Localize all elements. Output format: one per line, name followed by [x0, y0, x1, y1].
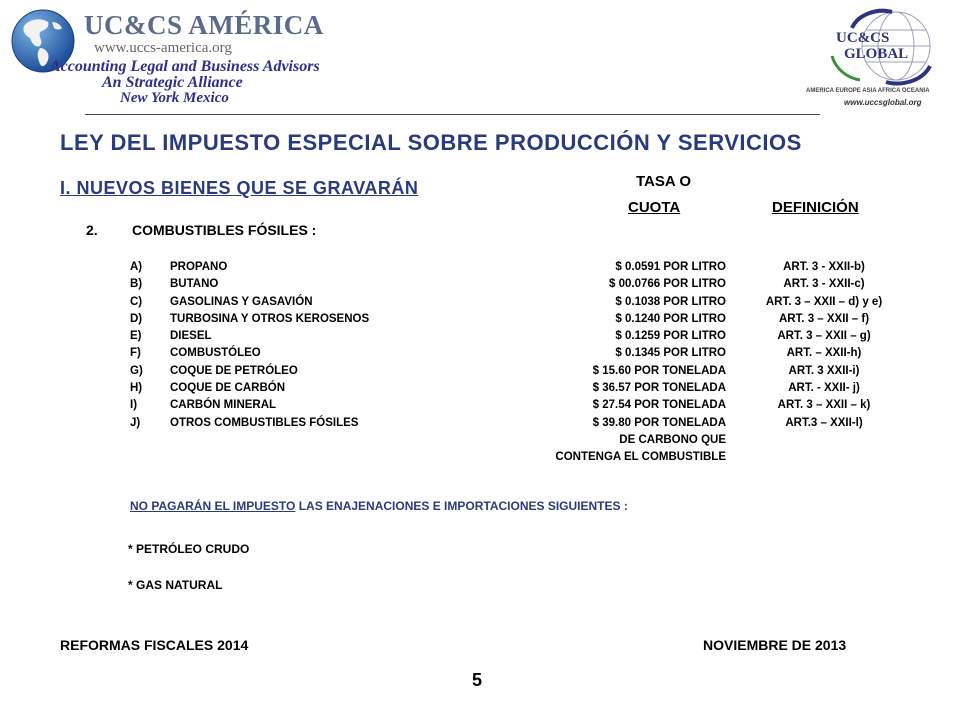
- item-definition: ART. 3 - XXII-c): [783, 278, 865, 291]
- exempt-item-natural-gas: * GAS NATURAL: [128, 578, 223, 592]
- logo-right-brand-1: UC&CS: [836, 30, 890, 46]
- item-rate: $ 0.1038 POR LITRO: [615, 295, 726, 308]
- table-row: [130, 259, 922, 276]
- item-definition: ART. - XXII- j): [788, 382, 860, 395]
- item-name: OTROS COMBUSTIBLES FÓSILES: [170, 416, 359, 429]
- item-name: BUTANO: [170, 278, 219, 291]
- item-name: PROPANO: [170, 261, 228, 273]
- table-row: [130, 380, 922, 397]
- item-rate: $ 27.54 POR TONELADA: [592, 399, 726, 412]
- section-label: COMBUSTIBLES FÓSILES :: [132, 222, 317, 238]
- table-row: [130, 363, 922, 380]
- table-row: [130, 397, 922, 414]
- uccs-global-logo: [800, 8, 960, 108]
- logo-left-tagline-2: An Strategic Alliance: [102, 74, 243, 91]
- table-row: [130, 415, 922, 432]
- footer-left: REFORMAS FISCALES 2014: [60, 637, 249, 653]
- item-definition: ART. 3 - XXII-b): [783, 261, 865, 273]
- table-row: [130, 432, 922, 449]
- item-definition: ART. 3 – XXII – g): [777, 330, 871, 343]
- item-rate: $ 0.1259 POR LITRO: [615, 330, 726, 343]
- item-name: COQUE DE PETRÓLEO: [170, 364, 298, 377]
- item-letter: B): [130, 278, 143, 291]
- header-divider: [85, 114, 820, 115]
- logo-right-url: www.uccsglobal.org: [844, 98, 922, 107]
- item-rate: $ 0.1345 POR LITRO: [615, 347, 726, 360]
- rate-header-line-1: TASA O: [636, 173, 691, 190]
- table-row: [130, 328, 922, 345]
- table-row: [130, 311, 922, 328]
- item-definition: ART.3 – XXII-l): [785, 416, 863, 429]
- section-subtitle: I. NUEVOS BIENES QUE SE GRAVARÁN: [60, 178, 419, 198]
- logo-right-brand-2: GLOBAL: [844, 46, 909, 62]
- logo-right-continents: AMERICA EUROPE ASIA AFRICA OCEANIA: [806, 88, 930, 94]
- rate-header-line-2: CUOTA: [628, 199, 681, 216]
- page-title: LEY DEL IMPUESTO ESPECIAL SOBRE PRODUCCIÓN Y SERVICIOS: [60, 130, 802, 155]
- footer-right: NOVIEMBRE DE 2013: [703, 637, 847, 653]
- logo-left-url: www.uccs-america.org: [94, 40, 232, 56]
- item-rate: $ 0.0591 POR LITRO: [615, 261, 726, 273]
- item-rate: $ 39.80 POR TONELADA: [592, 416, 726, 429]
- table-row: [130, 276, 922, 293]
- item-name: DIESEL: [170, 330, 212, 343]
- rate-note-line-1: DE CARBONO QUE: [619, 433, 726, 446]
- item-definition: ART. 3 – XXII – k): [777, 399, 871, 412]
- item-letter: G): [130, 364, 143, 377]
- table-row: [130, 345, 922, 362]
- item-letter: I): [130, 399, 138, 412]
- page-number: 5: [472, 670, 483, 690]
- item-name: COQUE DE CARBÓN: [170, 382, 286, 395]
- exempt-item-crude-oil: * PETRÓLEO CRUDO: [128, 542, 250, 556]
- item-rate: $ 0.1240 POR LITRO: [615, 312, 726, 325]
- logo-left-name: UC&CS AMÉRICA: [84, 10, 324, 40]
- item-letter: F): [130, 347, 141, 360]
- uccs-america-logo: [10, 8, 324, 108]
- section-number: 2.: [86, 222, 98, 238]
- item-letter: J): [130, 416, 141, 429]
- item-rate: $ 36.57 POR TONELADA: [592, 382, 726, 395]
- item-definition: ART. 3 – XXII – f): [778, 312, 870, 325]
- item-rate: $ 15.60 POR TONELADA: [592, 364, 726, 377]
- item-name: GASOLINAS Y GASAVIÓN: [170, 295, 313, 308]
- item-definition: ART. 3 XXII-i): [788, 364, 860, 377]
- logo-left-tagline-1: Accounting Legal and Business Advisors: [50, 58, 320, 75]
- rate-note-line-2: CONTENGA EL COMBUSTIBLE: [555, 451, 726, 464]
- item-name: COMBUSTÓLEO: [170, 347, 261, 360]
- item-letter: A): [130, 261, 143, 273]
- item-letter: H): [130, 382, 143, 395]
- fuel-table: [130, 259, 922, 467]
- exclusion-underlined: NO PAGARÁN EL IMPUESTO: [130, 499, 296, 513]
- definition-header: DEFINICIÓN: [772, 199, 859, 216]
- section-heading: [86, 222, 316, 238]
- item-letter: D): [130, 312, 143, 325]
- table-row: [130, 449, 922, 466]
- logo-left-tagline-3: New York Mexico: [120, 90, 229, 106]
- item-name: CARBÓN MINERAL: [170, 399, 277, 412]
- item-definition: ART. – XXII-h): [786, 347, 862, 360]
- item-name: TURBOSINA Y OTROS KEROSENOS: [170, 312, 370, 325]
- exclusion-statement: [130, 499, 628, 513]
- item-definition: ART. 3 – XXII – d) y e): [765, 295, 883, 308]
- item-letter: C): [130, 295, 143, 308]
- exclusion-rest: LAS ENAJENACIONES E IMPORTACIONES SIGUIENTES :: [295, 499, 628, 513]
- item-letter: E): [130, 330, 142, 343]
- item-rate: $ 00.0766 POR LITRO: [609, 278, 726, 291]
- table-row: [130, 294, 922, 311]
